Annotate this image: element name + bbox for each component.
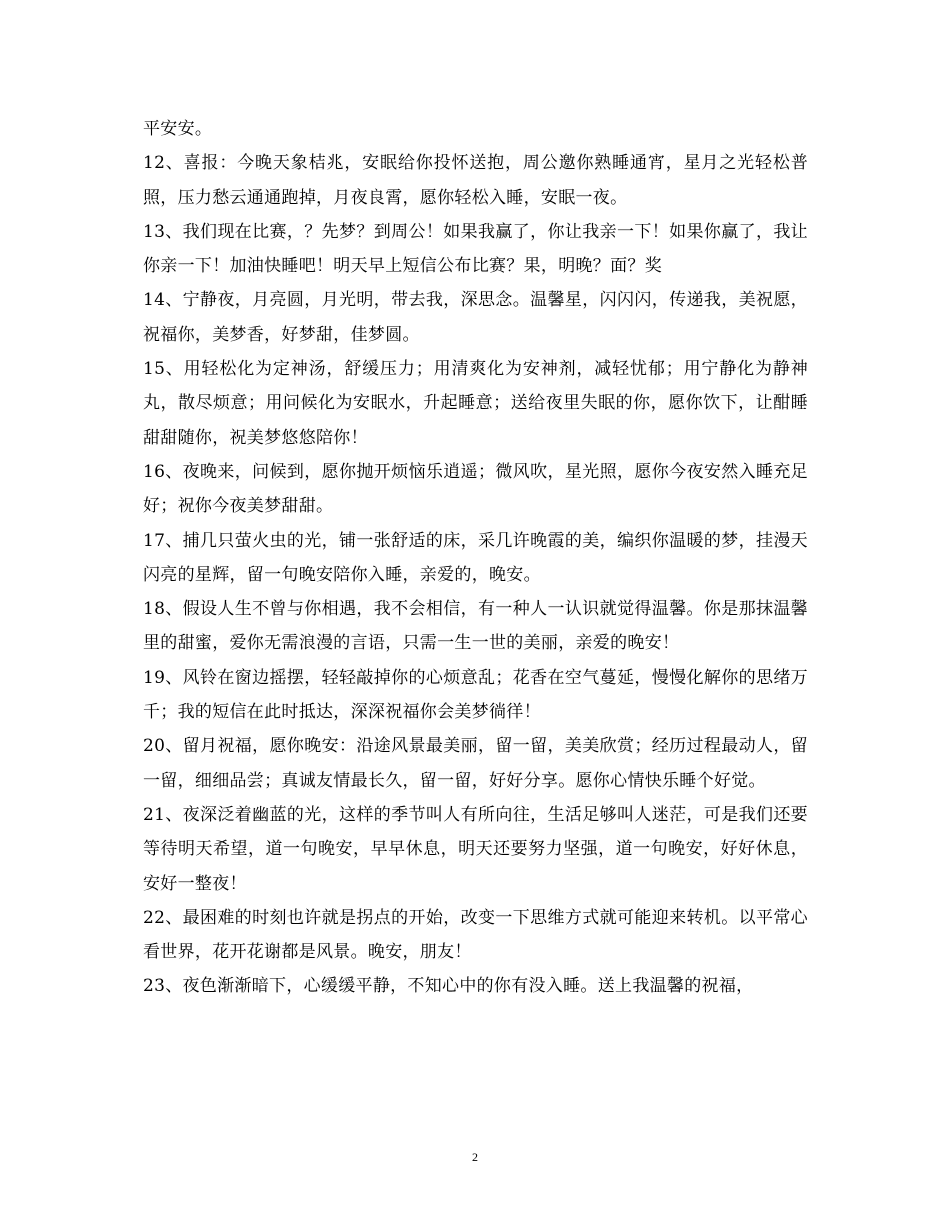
paragraph-12: 12、喜报：今晚天象桔兆，安眠给你投怀送抱，周公邀你熟睡通宵，星月之光轻松普照，压力愁云通通跑掉，月夜良霄，愿你轻松入睡，安眠一夜。 [143,153,808,208]
paragraph-continuation: 平安安。 [143,119,213,139]
paragraph-13: 13、我们现在比赛，？先梦？到周公！如果我赢了，你让我亲一下！如果你赢了，我让你亲一下！加油快睡吧！明天早上短信公布比赛？果，明晚？面？奖 [143,221,808,277]
paragraph-21: 21、夜深泛着幽蓝的光，这样的季节叫人有所向往，生活足够叫人迷茫，可是我们还要等待明天希望，道一句晚安，早早休息，明天还要努力坚强，道一句晚安，好好休息，安好一整夜！ [143,804,808,894]
paragraph-19: 19、风铃在窗边摇摆，轻轻敲掉你的心烦意乱；花香在空气蔓延，慢慢化解你的思绪万千；我的短信在此时抵达，深深祝福你会美梦徜徉！ [143,667,808,723]
paragraph-15: 15、用轻松化为定神汤，舒缓压力；用清爽化为安神剂，减轻忧郁；用宁静化为静神丸，散尽烦意；用问候化为安眠水，升起睡意；送给夜里失眠的你，愿你饮下，让酣睡甜甜随你，祝美梦悠悠陪你！ [143,359,808,448]
paragraph-14: 14、宁静夜，月亮圆，月光明，带去我，深思念。温馨星，闪闪闪，传递我，美祝愿，祝福你，美梦香，好梦甜，佳梦圆。 [143,290,808,345]
paragraph-22: 22、最困难的时刻也许就是拐点的开始，改变一下思维方式就可能迎来转机。以平常心看世界，花开花谢都是风景。晚安，朋友！ [143,907,808,963]
paragraph-16: 16、夜晚来，问候到，愿你抛开烦恼乐逍遥；微风吹，星光照，愿你今夜安然入睡充足好；祝你今夜美梦甜甜。 [143,461,808,517]
paragraph-17: 17、捕几只萤火虫的光，铺一张舒适的床，采几许晚霞的美，编织你温暖的梦，挂漫天闪亮的星辉，留一句晚安陪你入睡，亲爱的，晚安。 [143,530,808,585]
paragraph-23: 23、夜色渐渐暗下，心缓缓平静，不知心中的你有没入睡。送上我温馨的祝福， [143,976,754,997]
document-body [143,112,808,1004]
paragraph-20: 20、留月祝福，愿你晚安：沿途风景最美丽，留一留，美美欣赏；经历过程最动人，留一留，细细品尝；真诚友情最长久，留一留，好好分享。愿你心情快乐睡个好觉。 [143,736,808,791]
paragraph-18: 18、假设人生不曾与你相遇，我不会相信，有一种人一认识就觉得温馨。你是那抹温馨里的甜蜜，爱你无需浪漫的言语，只需一生一世的美丽，亲爱的晚安！ [143,599,808,654]
page-number: 2 [472,1150,478,1164]
